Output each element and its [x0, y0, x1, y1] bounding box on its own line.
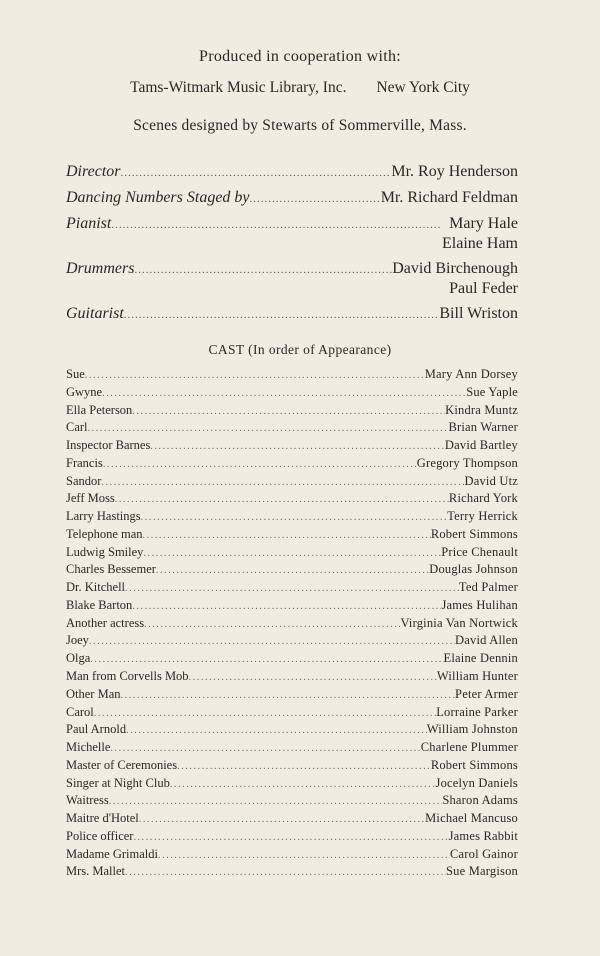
cast-row [66, 863, 518, 881]
cast-role: Sue [66, 367, 85, 381]
cast-row [66, 828, 518, 846]
cast-actor: Elaine Dennin [443, 651, 518, 666]
cast-role: Sandor [66, 473, 102, 488]
cast-row [66, 792, 518, 810]
cast-row [66, 366, 518, 384]
crew-role: Pianist [66, 215, 112, 232]
cast-actor: Brian Warner [448, 420, 518, 435]
dot-leader [88, 420, 449, 438]
dot-leader [250, 189, 381, 209]
cast-row [66, 810, 518, 828]
dot-leader [111, 215, 442, 235]
crew-names [381, 188, 518, 208]
cast-actor: Lorraine Parker [436, 704, 518, 719]
cast-role: Carol [66, 704, 94, 719]
cast-row [66, 632, 518, 650]
cast-row [66, 775, 518, 793]
dot-leader [89, 633, 455, 651]
dot-leader [141, 509, 448, 527]
cast-row [66, 757, 518, 775]
cast-role: Francis [66, 455, 103, 470]
cast-actor: Charlene Plummer [420, 740, 518, 755]
dot-leader [139, 811, 425, 829]
cast-role: Police officer [66, 828, 134, 843]
cast-role: Larry Hastings [66, 509, 141, 524]
cast-row [66, 650, 518, 668]
cast-row [66, 668, 518, 686]
cast-row [66, 437, 518, 455]
dot-leader [134, 260, 392, 280]
cast-row [66, 704, 518, 722]
crew-row [66, 214, 518, 254]
cast-role: Man from Corvells Mob [66, 669, 189, 684]
dot-leader [177, 758, 431, 776]
cast-role: Other Man [66, 686, 121, 701]
crew-role: Drummers [66, 260, 135, 277]
library-city: New York City [376, 79, 470, 96]
dot-leader [85, 367, 425, 385]
dot-leader [115, 491, 449, 509]
cast-row [66, 561, 518, 579]
crew-name: Paul Feder [449, 280, 518, 297]
dot-leader [132, 403, 445, 421]
cast-row [66, 526, 518, 544]
dot-leader [144, 616, 400, 634]
dot-leader [102, 385, 466, 403]
cast-row [66, 473, 518, 491]
crew-list [66, 162, 518, 330]
cast-row [66, 402, 518, 420]
cast-role: Master of Ceremonies [66, 757, 178, 772]
cast-role: Singer at Night Club [66, 775, 170, 790]
cast-actor: William Hunter [436, 669, 518, 684]
cast-actor: David Utz [464, 473, 518, 488]
cast-role: Olga [66, 651, 91, 666]
dot-leader [110, 740, 420, 758]
dot-leader [124, 305, 440, 325]
produced-line: Produced in cooperation with: [199, 48, 401, 65]
cast-role: Another actress [66, 615, 145, 630]
cast-role: Dr. Kitchell [66, 580, 126, 595]
dot-leader [170, 776, 436, 794]
cast-role: Jeff Moss [66, 491, 115, 506]
cast-row [66, 579, 518, 597]
cast-actor: Sue Margison [446, 864, 518, 879]
crew-row [66, 304, 518, 325]
library-name: Tams-Witmark Music Library, Inc. [130, 79, 347, 96]
cast-actor: James Rabbit [448, 828, 518, 843]
cast-actor: William Johnston [426, 722, 518, 737]
cast-actor: David Bartley [444, 438, 518, 453]
cast-row [66, 508, 518, 526]
crew-row [66, 162, 518, 183]
dot-leader [125, 864, 446, 882]
cast-role: Mrs. Mallet [66, 864, 126, 879]
cast-actor: Robert Simmons [430, 526, 518, 541]
crew-names [439, 304, 518, 324]
crew-name: Mary Hale [449, 215, 518, 232]
cast-actor: Michael Mancuso [425, 811, 518, 826]
dot-leader [156, 562, 429, 580]
scenes-credit: Scenes designed by Stewarts of Sommerville, Mass. [133, 117, 467, 134]
crew-names [392, 259, 518, 299]
dot-leader [121, 687, 456, 705]
crew-names [442, 214, 518, 254]
cast-row [66, 739, 518, 757]
cast-actor: Carol Gainor [449, 846, 518, 861]
dot-leader [143, 527, 431, 545]
cast-actor: Sue Yaple [466, 384, 518, 399]
cast-row [66, 384, 518, 402]
crew-name: Mr. Roy Henderson [391, 163, 518, 180]
dot-leader [109, 793, 443, 811]
crew-name: Elaine Ham [442, 235, 518, 252]
cast-row [66, 846, 518, 864]
cast-list [66, 366, 518, 881]
dot-leader [121, 163, 392, 183]
crew-name: Mr. Richard Feldman [380, 189, 518, 206]
dot-leader [125, 580, 459, 598]
dot-leader [94, 705, 436, 723]
cast-role: Gwyne [66, 384, 103, 399]
cast-actor: Kindra Muntz [445, 402, 518, 417]
cast-actor: Terry Herrick [447, 509, 518, 524]
cast-actor: Sharon Adams [442, 793, 518, 808]
cast-role: Maitre d'Hotel [66, 811, 139, 826]
cast-actor: Gregory Thompson [416, 455, 518, 470]
cast-role: Ella Peterson [66, 402, 133, 417]
cast-row [66, 615, 518, 633]
cast-role: Michelle [66, 740, 111, 755]
cast-row [66, 419, 518, 437]
cast-actor: Ted Palmer [458, 580, 518, 595]
dot-leader [133, 829, 448, 847]
cast-role: Madame Grimaldi [66, 846, 158, 861]
dot-leader [143, 545, 441, 563]
cast-row [66, 686, 518, 704]
cast-row [66, 544, 518, 562]
dot-leader [189, 669, 437, 687]
cast-role: Ludwig Smiley [66, 544, 144, 559]
dot-leader [90, 651, 443, 669]
cast-actor: Jocelyn Daniels [435, 775, 518, 790]
library-line [0, 79, 600, 97]
cast-role: Inspector Barnes [66, 438, 151, 453]
cast-row [66, 490, 518, 508]
cast-actor: David Allen [455, 633, 518, 648]
dot-leader [150, 438, 445, 456]
cast-actor: Price Chenault [441, 544, 518, 559]
cast-role: Paul Arnold [66, 722, 127, 737]
crew-name: David Birchenough [392, 260, 518, 277]
cast-actor: Douglas Johnson [429, 562, 518, 577]
cast-role: Joey [66, 633, 89, 648]
cast-role: Charles Bessemer [66, 562, 156, 577]
cast-actor: Virginia Van Nortwick [400, 615, 518, 630]
cast-role: Blake Barton [66, 597, 133, 612]
cast-actor: Mary Ann Dorsey [424, 367, 518, 381]
cast-row [66, 455, 518, 473]
cast-actor: Robert Simmons [430, 757, 518, 772]
cast-row [66, 597, 518, 615]
cast-row [66, 721, 518, 739]
crew-role: Director [66, 163, 121, 180]
crew-row [66, 259, 518, 299]
dot-leader [126, 722, 427, 740]
crew-role: Dancing Numbers Staged by [66, 189, 250, 206]
dot-leader [132, 598, 441, 616]
crew-role: Guitarist [66, 305, 124, 322]
cast-heading: CAST (In order of Appearance) [208, 342, 392, 357]
dot-leader [101, 474, 464, 492]
dot-leader [103, 456, 417, 474]
dot-leader [158, 847, 450, 865]
cast-actor: Peter Armer [455, 686, 518, 701]
crew-name: Bill Wriston [439, 305, 518, 322]
cast-actor: Richard York [448, 491, 518, 506]
cast-role: Telephone man [66, 526, 143, 541]
cast-actor: James Hulihan [441, 597, 518, 612]
cast-role: Carl [66, 420, 88, 435]
crew-names [391, 162, 518, 182]
crew-row [66, 188, 518, 209]
cast-role: Waitress [66, 793, 109, 808]
